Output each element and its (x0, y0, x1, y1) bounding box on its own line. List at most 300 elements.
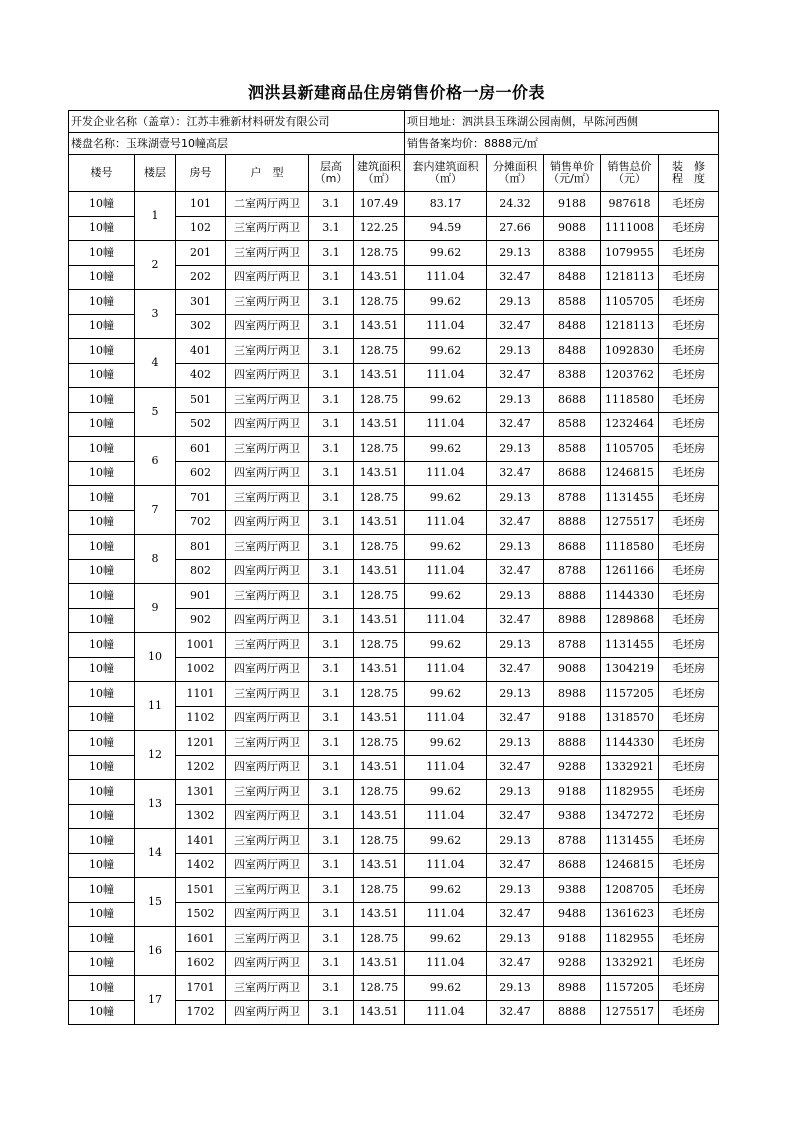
height-cell: 3.1 (309, 1000, 354, 1025)
layout-cell: 四室两厅两卫 (226, 657, 309, 682)
unit-price-cell: 8588 (544, 437, 601, 462)
header-inner-line1: 套内建筑面积 (412, 160, 479, 173)
total-price-cell: 1203762 (601, 363, 659, 388)
unit-price-cell: 9188 (544, 192, 601, 217)
total-price-cell: 1318570 (601, 706, 659, 731)
shared-area-cell: 32.47 (487, 706, 544, 731)
shared-area-cell: 32.47 (487, 951, 544, 976)
inner-area-cell: 99.62 (405, 976, 487, 1001)
building-cell: 10幢 (69, 559, 135, 584)
room-cell: 1101 (176, 682, 226, 707)
area-cell: 143.51 (354, 657, 405, 682)
inner-area-cell: 99.62 (405, 437, 487, 462)
developer-label: 开发企业名称（盖章）：江苏丰雅新材料研发有限公司 (69, 111, 405, 133)
header-total-price (601, 155, 659, 192)
decoration-cell: 毛坯房 (659, 290, 719, 315)
height-cell: 3.1 (309, 241, 354, 266)
area-cell: 128.75 (354, 388, 405, 413)
table-row (69, 584, 719, 609)
inner-area-cell: 111.04 (405, 363, 487, 388)
layout-cell: 三室两厅两卫 (226, 927, 309, 952)
header-layout: 户 型 (226, 155, 309, 192)
decoration-cell: 毛坯房 (659, 829, 719, 854)
inner-area-cell: 111.04 (405, 265, 487, 290)
building-cell: 10幢 (69, 829, 135, 854)
total-price-cell: 1261166 (601, 559, 659, 584)
floor-cell: 5 (135, 388, 176, 437)
decoration-cell: 毛坯房 (659, 265, 719, 290)
header-total-price-line1: 销售总价 (607, 160, 652, 173)
height-cell: 3.1 (309, 902, 354, 927)
unit-price-cell: 8388 (544, 363, 601, 388)
total-price-cell: 1092830 (601, 339, 659, 364)
room-cell: 101 (176, 192, 226, 217)
inner-area-cell: 111.04 (405, 706, 487, 731)
unit-price-cell: 8788 (544, 829, 601, 854)
header-shared-line1: 分摊面积 (493, 160, 538, 173)
decoration-cell: 毛坯房 (659, 804, 719, 829)
shared-area-cell: 29.13 (487, 682, 544, 707)
building-cell: 10幢 (69, 535, 135, 560)
inner-area-cell: 99.62 (405, 878, 487, 903)
total-price-cell: 1157205 (601, 976, 659, 1001)
table-row (69, 731, 719, 756)
total-price-cell: 1232464 (601, 412, 659, 437)
decoration-cell: 毛坯房 (659, 878, 719, 903)
unit-price-cell: 8688 (544, 853, 601, 878)
room-cell: 402 (176, 363, 226, 388)
layout-cell: 四室两厅两卫 (226, 314, 309, 339)
height-cell: 3.1 (309, 633, 354, 658)
unit-price-cell: 9188 (544, 706, 601, 731)
layout-cell: 三室两厅两卫 (226, 682, 309, 707)
height-cell: 3.1 (309, 682, 354, 707)
header-row (69, 155, 719, 192)
building-cell: 10幢 (69, 682, 135, 707)
unit-price-cell: 8788 (544, 486, 601, 511)
decoration-cell: 毛坯房 (659, 510, 719, 535)
room-cell: 902 (176, 608, 226, 633)
header-height-line2: （m） (314, 172, 348, 185)
inner-area-cell: 99.62 (405, 633, 487, 658)
area-cell: 128.75 (354, 829, 405, 854)
layout-cell: 三室两厅两卫 (226, 633, 309, 658)
height-cell: 3.1 (309, 755, 354, 780)
decoration-cell: 毛坯房 (659, 363, 719, 388)
avg-price-label: 销售备案均价：8888元/㎡ (405, 133, 719, 155)
area-cell: 128.75 (354, 241, 405, 266)
area-cell: 128.75 (354, 486, 405, 511)
building-cell: 10幢 (69, 633, 135, 658)
height-cell: 3.1 (309, 780, 354, 805)
area-cell: 143.51 (354, 608, 405, 633)
header-inner-line2: （㎡） (429, 172, 463, 185)
total-price-cell: 1079955 (601, 241, 659, 266)
inner-area-cell: 99.62 (405, 486, 487, 511)
total-price-cell: 1118580 (601, 388, 659, 413)
floor-cell: 15 (135, 878, 176, 927)
building-cell: 10幢 (69, 755, 135, 780)
total-price-cell: 1131455 (601, 829, 659, 854)
height-cell: 3.1 (309, 951, 354, 976)
layout-cell: 三室两厅两卫 (226, 976, 309, 1001)
table-row (69, 388, 719, 413)
layout-cell: 四室两厅两卫 (226, 902, 309, 927)
area-cell: 143.51 (354, 510, 405, 535)
area-cell: 143.51 (354, 902, 405, 927)
header-unit-price-line1: 销售单价 (550, 160, 595, 173)
room-cell: 1502 (176, 902, 226, 927)
floor-cell: 13 (135, 780, 176, 829)
developer-row (69, 111, 719, 133)
page-title: 泗洪县新建商品住房销售价格一房一价表 (247, 83, 545, 102)
layout-cell: 三室两厅两卫 (226, 216, 309, 241)
area-cell: 128.75 (354, 731, 405, 756)
total-price-cell: 1131455 (601, 486, 659, 511)
room-cell: 302 (176, 314, 226, 339)
inner-area-cell: 99.62 (405, 584, 487, 609)
area-cell: 128.75 (354, 780, 405, 805)
header-unit-price (544, 155, 601, 192)
room-cell: 401 (176, 339, 226, 364)
decoration-cell: 毛坯房 (659, 437, 719, 462)
room-cell: 301 (176, 290, 226, 315)
total-price-cell: 1246815 (601, 461, 659, 486)
unit-price-cell: 8888 (544, 1000, 601, 1025)
shared-area-cell: 32.47 (487, 608, 544, 633)
inner-area-cell: 111.04 (405, 1000, 487, 1025)
unit-price-cell: 8988 (544, 682, 601, 707)
layout-cell: 三室两厅两卫 (226, 780, 309, 805)
total-price-cell: 1157205 (601, 682, 659, 707)
header-shared-area (487, 155, 544, 192)
layout-cell: 三室两厅两卫 (226, 339, 309, 364)
floor-cell: 4 (135, 339, 176, 388)
inner-area-cell: 83.17 (405, 192, 487, 217)
inner-area-cell: 94.59 (405, 216, 487, 241)
header-building: 楼号 (69, 155, 135, 192)
building-cell: 10幢 (69, 902, 135, 927)
floor-cell: 6 (135, 437, 176, 486)
room-cell: 1301 (176, 780, 226, 805)
area-cell: 143.51 (354, 1000, 405, 1025)
building-cell: 10幢 (69, 192, 135, 217)
area-cell: 128.75 (354, 927, 405, 952)
height-cell: 3.1 (309, 314, 354, 339)
building-cell: 10幢 (69, 853, 135, 878)
shared-area-cell: 29.13 (487, 633, 544, 658)
building-cell: 10幢 (69, 363, 135, 388)
inner-area-cell: 99.62 (405, 927, 487, 952)
unit-price-cell: 8688 (544, 461, 601, 486)
room-cell: 1202 (176, 755, 226, 780)
room-cell: 1102 (176, 706, 226, 731)
unit-price-cell: 9288 (544, 951, 601, 976)
shared-area-cell: 29.13 (487, 927, 544, 952)
building-cell: 10幢 (69, 584, 135, 609)
inner-area-cell: 99.62 (405, 535, 487, 560)
header-decoration-line1: 装 修 (672, 160, 706, 173)
height-cell: 3.1 (309, 216, 354, 241)
decoration-cell: 毛坯房 (659, 976, 719, 1001)
total-price-cell: 1246815 (601, 853, 659, 878)
shared-area-cell: 29.13 (487, 486, 544, 511)
building-cell: 10幢 (69, 780, 135, 805)
decoration-cell: 毛坯房 (659, 657, 719, 682)
inner-area-cell: 111.04 (405, 314, 487, 339)
inner-area-cell: 99.62 (405, 241, 487, 266)
layout-cell: 四室两厅两卫 (226, 412, 309, 437)
area-cell: 143.51 (354, 363, 405, 388)
inner-area-cell: 99.62 (405, 731, 487, 756)
area-cell: 143.51 (354, 706, 405, 731)
room-cell: 1602 (176, 951, 226, 976)
table-row (69, 878, 719, 903)
total-price-cell: 1218113 (601, 265, 659, 290)
area-cell: 128.75 (354, 682, 405, 707)
table-row (69, 829, 719, 854)
decoration-cell: 毛坯房 (659, 1000, 719, 1025)
unit-price-cell: 8488 (544, 339, 601, 364)
decoration-cell: 毛坯房 (659, 755, 719, 780)
table-row (69, 241, 719, 266)
area-cell: 128.75 (354, 976, 405, 1001)
total-price-cell: 1144330 (601, 584, 659, 609)
total-price-cell: 1289868 (601, 608, 659, 633)
shared-area-cell: 29.13 (487, 829, 544, 854)
height-cell: 3.1 (309, 388, 354, 413)
decoration-cell: 毛坯房 (659, 682, 719, 707)
decoration-cell: 毛坯房 (659, 412, 719, 437)
height-cell: 3.1 (309, 363, 354, 388)
area-cell: 128.75 (354, 290, 405, 315)
unit-price-cell: 8588 (544, 290, 601, 315)
decoration-cell: 毛坯房 (659, 731, 719, 756)
shared-area-cell: 24.32 (487, 192, 544, 217)
inner-area-cell: 99.62 (405, 829, 487, 854)
building-cell: 10幢 (69, 804, 135, 829)
room-cell: 602 (176, 461, 226, 486)
unit-price-cell: 9388 (544, 878, 601, 903)
layout-cell: 四室两厅两卫 (226, 853, 309, 878)
unit-price-cell: 9388 (544, 804, 601, 829)
height-cell: 3.1 (309, 804, 354, 829)
layout-cell: 三室两厅两卫 (226, 241, 309, 266)
unit-price-cell: 8588 (544, 412, 601, 437)
height-cell: 3.1 (309, 706, 354, 731)
header-unit-price-line2: （元/㎡） (548, 172, 596, 185)
building-cell: 10幢 (69, 951, 135, 976)
height-cell: 3.1 (309, 559, 354, 584)
layout-cell: 三室两厅两卫 (226, 878, 309, 903)
header-floor: 楼层 (135, 155, 176, 192)
decoration-cell: 毛坯房 (659, 780, 719, 805)
room-cell: 1401 (176, 829, 226, 854)
unit-price-cell: 9188 (544, 780, 601, 805)
unit-price-cell: 9088 (544, 657, 601, 682)
building-cell: 10幢 (69, 461, 135, 486)
room-cell: 1402 (176, 853, 226, 878)
area-cell: 128.75 (354, 633, 405, 658)
total-price-cell: 1131455 (601, 633, 659, 658)
header-shared-line2: （㎡） (498, 172, 532, 185)
total-price-cell: 1304219 (601, 657, 659, 682)
decoration-cell: 毛坯房 (659, 241, 719, 266)
area-cell: 143.51 (354, 853, 405, 878)
shared-area-cell: 32.47 (487, 559, 544, 584)
shared-area-cell: 32.47 (487, 412, 544, 437)
total-price-cell: 1347272 (601, 804, 659, 829)
decoration-cell: 毛坯房 (659, 584, 719, 609)
header-height-line1: 层高 (320, 160, 342, 173)
shared-area-cell: 27.66 (487, 216, 544, 241)
layout-cell: 四室两厅两卫 (226, 1000, 309, 1025)
area-cell: 128.75 (354, 437, 405, 462)
building-cell: 10幢 (69, 731, 135, 756)
room-cell: 1201 (176, 731, 226, 756)
area-cell: 143.51 (354, 314, 405, 339)
shared-area-cell: 32.47 (487, 657, 544, 682)
inner-area-cell: 111.04 (405, 951, 487, 976)
total-price-cell: 1118580 (601, 535, 659, 560)
header-height (309, 155, 354, 192)
room-cell: 1601 (176, 927, 226, 952)
project-row (69, 133, 719, 155)
header-area-line2: （㎡） (362, 172, 396, 185)
decoration-cell: 毛坯房 (659, 216, 719, 241)
layout-cell: 四室两厅两卫 (226, 559, 309, 584)
header-decoration-line2: 程 度 (672, 172, 706, 185)
building-cell: 10幢 (69, 608, 135, 633)
table-row (69, 927, 719, 952)
table-row (69, 486, 719, 511)
layout-cell: 四室两厅两卫 (226, 461, 309, 486)
building-cell: 10幢 (69, 486, 135, 511)
area-cell: 143.51 (354, 559, 405, 584)
room-cell: 1701 (176, 976, 226, 1001)
total-price-cell: 1332921 (601, 755, 659, 780)
unit-price-cell: 8388 (544, 241, 601, 266)
area-cell: 128.75 (354, 584, 405, 609)
layout-cell: 四室两厅两卫 (226, 265, 309, 290)
inner-area-cell: 111.04 (405, 755, 487, 780)
decoration-cell: 毛坯房 (659, 633, 719, 658)
inner-area-cell: 99.62 (405, 388, 487, 413)
room-cell: 201 (176, 241, 226, 266)
table-row (69, 192, 719, 217)
room-cell: 901 (176, 584, 226, 609)
room-cell: 1302 (176, 804, 226, 829)
inner-area-cell: 99.62 (405, 682, 487, 707)
layout-cell: 三室两厅两卫 (226, 486, 309, 511)
unit-price-cell: 9488 (544, 902, 601, 927)
inner-area-cell: 99.62 (405, 780, 487, 805)
project-label: 楼盘名称：玉珠湖壹号10幢高层 (69, 133, 405, 155)
building-cell: 10幢 (69, 927, 135, 952)
shared-area-cell: 32.47 (487, 853, 544, 878)
layout-cell: 四室两厅两卫 (226, 608, 309, 633)
floor-cell: 7 (135, 486, 176, 535)
layout-cell: 三室两厅两卫 (226, 535, 309, 560)
unit-price-cell: 8488 (544, 265, 601, 290)
unit-price-cell: 9188 (544, 927, 601, 952)
room-cell: 1001 (176, 633, 226, 658)
address-label: 项目地址：泗洪县玉珠湖公园南侧，早陈河西侧 (405, 111, 719, 133)
room-cell: 701 (176, 486, 226, 511)
height-cell: 3.1 (309, 339, 354, 364)
shared-area-cell: 32.47 (487, 363, 544, 388)
height-cell: 3.1 (309, 976, 354, 1001)
building-cell: 10幢 (69, 290, 135, 315)
unit-price-cell: 8888 (544, 731, 601, 756)
building-cell: 10幢 (69, 216, 135, 241)
inner-area-cell: 111.04 (405, 510, 487, 535)
shared-area-cell: 29.13 (487, 290, 544, 315)
decoration-cell: 毛坯房 (659, 853, 719, 878)
decoration-cell: 毛坯房 (659, 314, 719, 339)
height-cell: 3.1 (309, 412, 354, 437)
area-cell: 143.51 (354, 265, 405, 290)
total-price-cell: 1105705 (601, 437, 659, 462)
floor-cell: 2 (135, 241, 176, 290)
room-cell: 1702 (176, 1000, 226, 1025)
building-cell: 10幢 (69, 976, 135, 1001)
area-cell: 143.51 (354, 951, 405, 976)
shared-area-cell: 29.13 (487, 437, 544, 462)
shared-area-cell: 29.13 (487, 584, 544, 609)
height-cell: 3.1 (309, 535, 354, 560)
inner-area-cell: 111.04 (405, 412, 487, 437)
decoration-cell: 毛坯房 (659, 486, 719, 511)
height-cell: 3.1 (309, 486, 354, 511)
decoration-cell: 毛坯房 (659, 388, 719, 413)
area-cell: 107.49 (354, 192, 405, 217)
unit-price-cell: 8688 (544, 535, 601, 560)
decoration-cell: 毛坯房 (659, 706, 719, 731)
decoration-cell: 毛坯房 (659, 339, 719, 364)
decoration-cell: 毛坯房 (659, 192, 719, 217)
layout-cell: 二室两厅两卫 (226, 192, 309, 217)
shared-area-cell: 29.13 (487, 241, 544, 266)
unit-price-cell: 8688 (544, 388, 601, 413)
inner-area-cell: 111.04 (405, 559, 487, 584)
inner-area-cell: 111.04 (405, 608, 487, 633)
floor-cell: 11 (135, 682, 176, 731)
total-price-cell: 1182955 (601, 780, 659, 805)
table-row (69, 437, 719, 462)
area-cell: 143.51 (354, 412, 405, 437)
layout-cell: 四室两厅两卫 (226, 510, 309, 535)
unit-price-cell: 8788 (544, 633, 601, 658)
floor-cell: 17 (135, 976, 176, 1025)
building-cell: 10幢 (69, 412, 135, 437)
shared-area-cell: 29.13 (487, 388, 544, 413)
area-cell: 122.25 (354, 216, 405, 241)
table-row (69, 535, 719, 560)
table-row (69, 780, 719, 805)
shared-area-cell: 32.47 (487, 1000, 544, 1025)
decoration-cell: 毛坯房 (659, 951, 719, 976)
shared-area-cell: 29.13 (487, 339, 544, 364)
shared-area-cell: 29.13 (487, 780, 544, 805)
decoration-cell: 毛坯房 (659, 902, 719, 927)
total-price-cell: 1111008 (601, 216, 659, 241)
shared-area-cell: 32.47 (487, 510, 544, 535)
height-cell: 3.1 (309, 878, 354, 903)
layout-cell: 三室两厅两卫 (226, 290, 309, 315)
total-price-cell: 1218113 (601, 314, 659, 339)
building-cell: 10幢 (69, 878, 135, 903)
